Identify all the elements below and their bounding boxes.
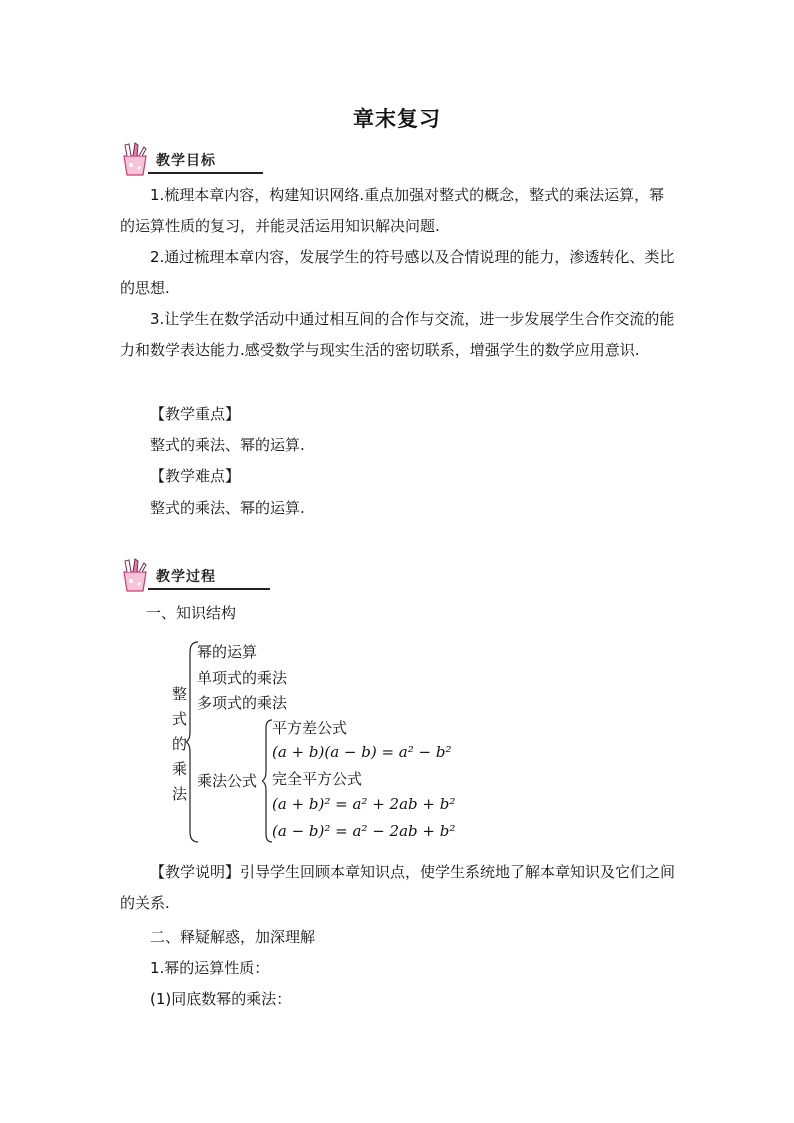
section-header-process: [118, 558, 278, 592]
key-point-label: 【教学重点】: [150, 405, 241, 423]
formula-square-of-difference: (a − b)² = a² − 2ab + b²: [272, 822, 456, 840]
tree-root-char: 乘: [172, 760, 188, 778]
tree-root-char: 法: [172, 785, 188, 803]
section-underline: [148, 172, 263, 174]
teaching-note: 【教学说明】引导学生回顾本章知识点，使学生系统地了解本章知识及它们之间的关系.: [120, 863, 676, 912]
tree-sub-1: 平方差公式: [272, 719, 348, 737]
tree-branch-3: 多项式的乘法: [197, 694, 288, 712]
tree-branch-2: 单项式的乘法: [197, 669, 288, 687]
section-header-goals: [118, 142, 263, 176]
part2-heading: 二、释疑解惑，加深理解: [150, 928, 316, 946]
formula-square-of-sum: (a + b)² = a² + 2ab + b²: [272, 795, 456, 813]
tree-branch-1: 幂的运算: [197, 643, 258, 661]
item-1: 1.幂的运算性质：: [150, 959, 270, 977]
pencil-cup-icon: [118, 558, 152, 592]
tree-root-char: 整: [172, 685, 188, 703]
part1-heading: 一、知识结构: [146, 604, 237, 622]
difficult-point-text: 整式的乘法、幂的运算.: [150, 499, 305, 517]
key-point-text: 整式的乘法、幂的运算.: [150, 436, 305, 454]
tree-root-char: 式: [172, 710, 188, 728]
section-underline: [148, 588, 270, 590]
section-header-label: 教学目标: [156, 153, 216, 169]
tree-branch-4: 乘法公式: [197, 772, 258, 790]
section-header-label: 教学过程: [156, 569, 216, 585]
goal-paragraph-1: 1.梳理本章内容，构建知识网络.重点加强对整式的概念，整式的乘法运算，幂的运算性质的复习，并能灵活运用知识解决问题.: [120, 186, 665, 235]
page-title: 章末复习: [353, 107, 441, 131]
formula-difference-of-squares: (a + b)(a − b) = a² − b²: [272, 743, 452, 761]
item-1-1: (1)同底数幂的乘法：: [150, 990, 292, 1008]
tree-root-char: 的: [172, 735, 188, 753]
tree-sub-2: 完全平方公式: [272, 770, 363, 788]
difficult-point-label: 【教学难点】: [150, 467, 241, 485]
goal-paragraph-2: 2.通过梳理本章内容，发展学生的符号感以及合情说理的能力，渗透转化、类比的思想.: [120, 248, 675, 297]
goal-paragraph-3: 3.让学生在数学活动中通过相互间的合作与交流，进一步发展学生合作交流的能力和数学表达能力.感受数学与现实生活的密切联系，增强学生的数学应用意识.: [120, 310, 675, 359]
pencil-cup-icon: [118, 142, 152, 176]
